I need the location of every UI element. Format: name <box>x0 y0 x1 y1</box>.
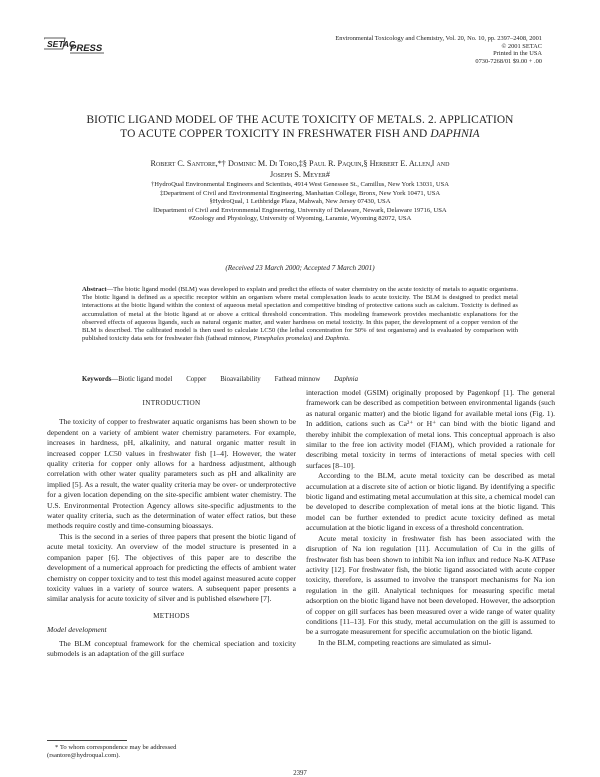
affiliation: †HydroQual Environmental Engineers and Scientists, 4914 West Genessee St., Camillus, New York 13031, USA <box>150 181 450 188</box>
footnote-email: (rsantore@hydroqual.com). <box>47 752 121 759</box>
abstract-text: —The biotic ligand model (BLM) was developed to explain and predict the effects of water chemistry on the acute toxicity of metals to aquatic organisms. The biotic ligand is defined as a specific receptor within an organism where metal complexation leads to acute toxicity. The BLM is designed to predict metal interactions at the biotic ligand within the context of aqueous metal speciation and competitive binding of protective cations such as calcium. Toxicity is defined as accumulation of metal at the biotic ligand at or above a critical threshold concentration. This modeling framework provides mechanistic explanations for the observed effects of aqueous ligands, such as natural organic matter, and water hardness on metal toxicity. In this paper, the development of a copper version of the BLM is described. The calibrated model is then used to calculate LC50 (the lethal concentration for 50% of test organisms) and is evaluated by comparison with published toxicity data sets for freshwater fish (fathead minnow, <box>82 286 518 343</box>
svg-text:PRESS: PRESS <box>70 43 103 54</box>
methods-heading: METHODS <box>153 611 190 620</box>
setac-press-logo <box>44 36 144 56</box>
journal-line: 0730-7268/01 $9.00 + .00 <box>475 57 542 65</box>
keyword: Bioavailability <box>220 376 261 383</box>
left-column <box>47 398 296 659</box>
title-species: DAPHNIA <box>430 128 480 140</box>
keyword: Fathead minnow <box>274 376 321 383</box>
journal-line: Environmental Toxicology and Chemistry, Vol. 20, No. 10, pp. 2397–2408, 2001 <box>335 35 542 42</box>
keywords-label: Keywords <box>82 376 112 383</box>
abstract-label: Abstract <box>82 286 107 293</box>
paragraph: Acute metal toxicity in freshwater fish has been associated with the disruption of Na ion regulation [11]. Accumulation of Cu in the gills of freshwater fish has been shown to inhibit Na ion influx and reduce Na-K ATPase activity [12]. For freshwater fish, the biotic ligand associated with acute copper toxicity, therefore, is assumed to involve the transport mechanisms for Na ion regulation in the gill. Analytical techniques for measuring specific metal adsorption on the biotic ligand have not been developed. However, the adsorption of copper on gill surfaces has been measured over a wide range of water quality conditions [11–13]. For this study, metal accumulation on the gill is assumed to be a surrogate measurement for specific accumulation on the biotic ligand. <box>306 533 555 637</box>
affiliation: ‖Department of Civil and Environmental Engineering, University of Delaware, Newark, Delaware 19716, USA <box>153 206 447 214</box>
affiliations <box>30 181 570 224</box>
authors <box>30 158 570 180</box>
introduction-heading: INTRODUCTION <box>142 399 201 407</box>
keywords <box>82 376 518 383</box>
paper-title <box>30 113 570 141</box>
title-line-1: BIOTIC LIGAND MODEL OF THE ACUTE TOXICITY OF METALS. 2. APPLICATION <box>86 114 514 126</box>
keyword: Copper <box>186 376 207 383</box>
abstract: Abstract—The biotic ligand model (BLM) was developed to explain and predict the effects of water chemistry on the acute toxicity of metals to aquatic organisms. The biotic ligand is defined as a specific receptor within an organism where metal complexation leads to acute toxicity. The BLM is designed to predict metal interactions at the biotic ligand within the context of aqueous metal speciation and competitive binding of protective cations such as calcium. Toxicity is defined as accumulation of metal at the biotic ligand at or above a critical threshold concentration. This modeling framework provides mechanistic explanations for the observed effects of aqueous ligands, such as natural organic matter, and water hardness on metal toxicity. In this paper, the development of a copper version of the BLM is described. The calibrated model is then used to calculate LC50 (the lethal concentration for 50% of test organisms) and is evaluated by comparison with published toxicity data sets for freshwater fish (fathead minnow, Pimephales promelas) and Daphnia. <box>82 286 518 343</box>
page-number: 2397 <box>293 770 307 777</box>
title-line-2: TO ACUTE COPPER TOXICITY IN FRESHWATER FISH AND DAPHNIA <box>120 128 480 140</box>
paragraph: interaction model (GSIM) originally proposed by Pagenkopf [1]. The general framework can be described as competition between environmental ligands (such as natural organic matter) and the biotic ligand for available metal ions (Fig. 1). In addition, cations such as Ca²⁺ or H⁺ can bind with the biotic ligand and thereby inhibit the complexation of metal ions. This conceptual approach is also similar to the free ion activity model (FIAM), which provided a rationale for describing metal toxicity in terms of interactions of metal species with cell surfaces [8–10]. <box>306 388 555 470</box>
footnote-rule <box>47 740 127 741</box>
subsection-heading: Model development <box>47 625 107 635</box>
paragraph: The BLM conceptual framework for the chemical speciation and toxicity submodels is an adaptation of the gill surface <box>47 638 296 658</box>
authors-line-2: Joseph S. Meyer# <box>270 170 330 179</box>
journal-line: © 2001 SETAC <box>501 42 542 50</box>
keyword: Daphnia <box>334 376 358 383</box>
footnote <box>47 744 297 760</box>
svg-text:SETAC: SETAC <box>47 39 76 49</box>
footnote-line: * To whom correspondence may be addressed <box>55 744 177 751</box>
affiliation: #Zoology and Physiology, University of Wyoming, Laramie, Wyoming 82072, USA <box>188 215 412 223</box>
affiliation: §HydroQual, 1 Lethbridge Plaza, Mahwah, New Jersey 07430, USA <box>209 198 391 206</box>
right-column <box>306 388 555 648</box>
authors-line-1: Robert C. Santore,*† Dominic M. Di Toro,‡§ Paul R. Paquin,§ Herbert E. Allen,‖ and <box>150 159 450 168</box>
paragraph: This is the second in a series of three papers that present the biotic ligand of acute metal toxicity. An overview of the model structure is presented in a companion paper [6]. The objectives of this paper are to describe the development of a numerical approach for predicting the effects of ambient water chemistry on copper toxicity and to test this model against measured acute copper toxicity values in a variety of source waters. A subsequent paper presents a similar analysis for acute toxicity of silver and is published elsewhere [7]. <box>47 531 296 604</box>
journal-line: Printed in the USA <box>493 50 542 58</box>
journal-citation <box>302 35 542 65</box>
keyword: —Biotic ligand model <box>111 376 173 383</box>
paragraph: The toxicity of copper to freshwater aquatic organisms has been shown to be dependent on a variety of ambient water chemistry parameters. For example, increases in hardness, pH, alkalinity, and natural organic matter result in increased copper LC50 values in freshwater fish [1–4]. However, the water quality criteria for copper only allows for a hardness adjustment, although correlation with other water quality parameters such as pH and alkalinity are implied [5]. As a result, the water quality criteria may be over- or underprotective for a given location depending on the site-specific ambient water chemistry. The U.S. Environmental Protection Agency allows site-specific adjustments to the water quality criteria, such as the determination of water effect ratios, but these methods require costly and time-consuming bioassays. <box>47 417 296 531</box>
paragraph: According to the BLM, acute metal toxicity can be described as metal accumulation at a discrete site of action or biotic ligand. By identifying a specific biotic ligand and estimating metal accumulation at this site, a chemical model can be developed to describe complexation of metal ions at the biotic ligand. This model can be further extended to predict acute toxicity defined as metal accumulation at the biotic ligand in excess of a threshold concentration. <box>306 471 555 533</box>
paragraph: In the BLM, competing reactions are simulated as simul- <box>318 637 492 647</box>
received-dates: (Received 23 March 2000; Accepted 7 March 2001) <box>225 264 375 272</box>
affiliation: ‡Department of Civil and Environmental Engineering, Manhattan College, Bronx, New York 10471, USA <box>159 189 441 197</box>
